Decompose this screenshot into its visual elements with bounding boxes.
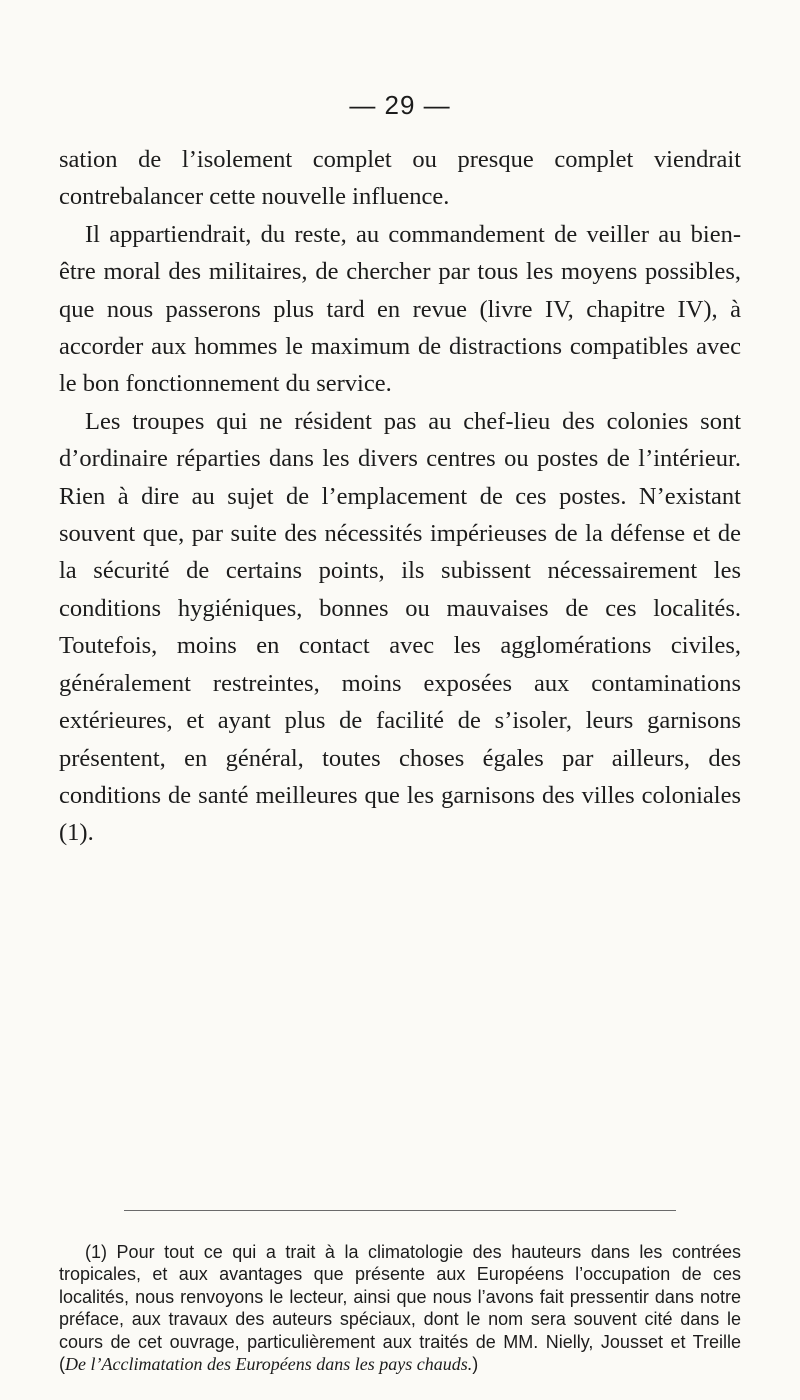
footnote bbox=[59, 1241, 741, 1375]
footnote-text: (1) Pour tout ce qui a trait à la climatologie des hauteurs dans les contrées tropicales, et aux avantages que présente aux Européens l’occupation de ces localités, nous renvoyons le lecteur, ainsi que nous l’avons fait pressentir dans notre préface, aux travaux des auteurs spéciaux, dont le nom sera souvent cité dans le cours de cet ouvrage, particulièrement aux traités de MM. Nielly, Jousset et Treille ( bbox=[59, 1242, 741, 1375]
paragraph-garrisons: Les troupes qui ne résident pas au chef-lieu des colonies sont d’ordinaire réparties dans les divers centres ou postes de l’intérieur. Rien à dire au sujet de l’emplacement de ces postes. N’existant souvent que, par suite des nécessités impérieuses de la défense et de la sécurité de certains points, ils subissent nécessairement les conditions hygiéniques, bonnes ou mauvaises de ces localités. Toutefois, moins en contact avec les agglomérations civiles, généralement restreintes, moins exposées aux contaminations extérieures, et ayant plus de facilité de s’isoler, leurs garnisons présentent, en général, toutes choses égales par ailleurs, des conditions de santé meilleures que les garnisons des villes coloniales (1). bbox=[59, 407, 741, 847]
footnote-closing: ) bbox=[472, 1354, 479, 1375]
paragraph-morale: Il appartiendrait, du reste, au commandement de veiller au bien-être moral des militaires, de chercher par tous les moyens possibles, que nous passerons plus tard en revue (livre IV, chapitre IV), à accorder aux hommes le maximum de distractions compatibles avec le bon fonctionnement du service. bbox=[59, 220, 741, 398]
page-number: — 29 — bbox=[349, 90, 451, 120]
footnote-paragraph bbox=[59, 1241, 741, 1375]
footnote-separator bbox=[124, 1210, 676, 1211]
paragraph-continuation: sation de l’isolement complet ou presque complet viendrait contrebalancer cette nouvelle influence. bbox=[59, 146, 741, 211]
main-text bbox=[59, 141, 741, 852]
footnote-book-title: De l’Acclimatation des Européens dans les pays chauds. bbox=[65, 1354, 473, 1375]
